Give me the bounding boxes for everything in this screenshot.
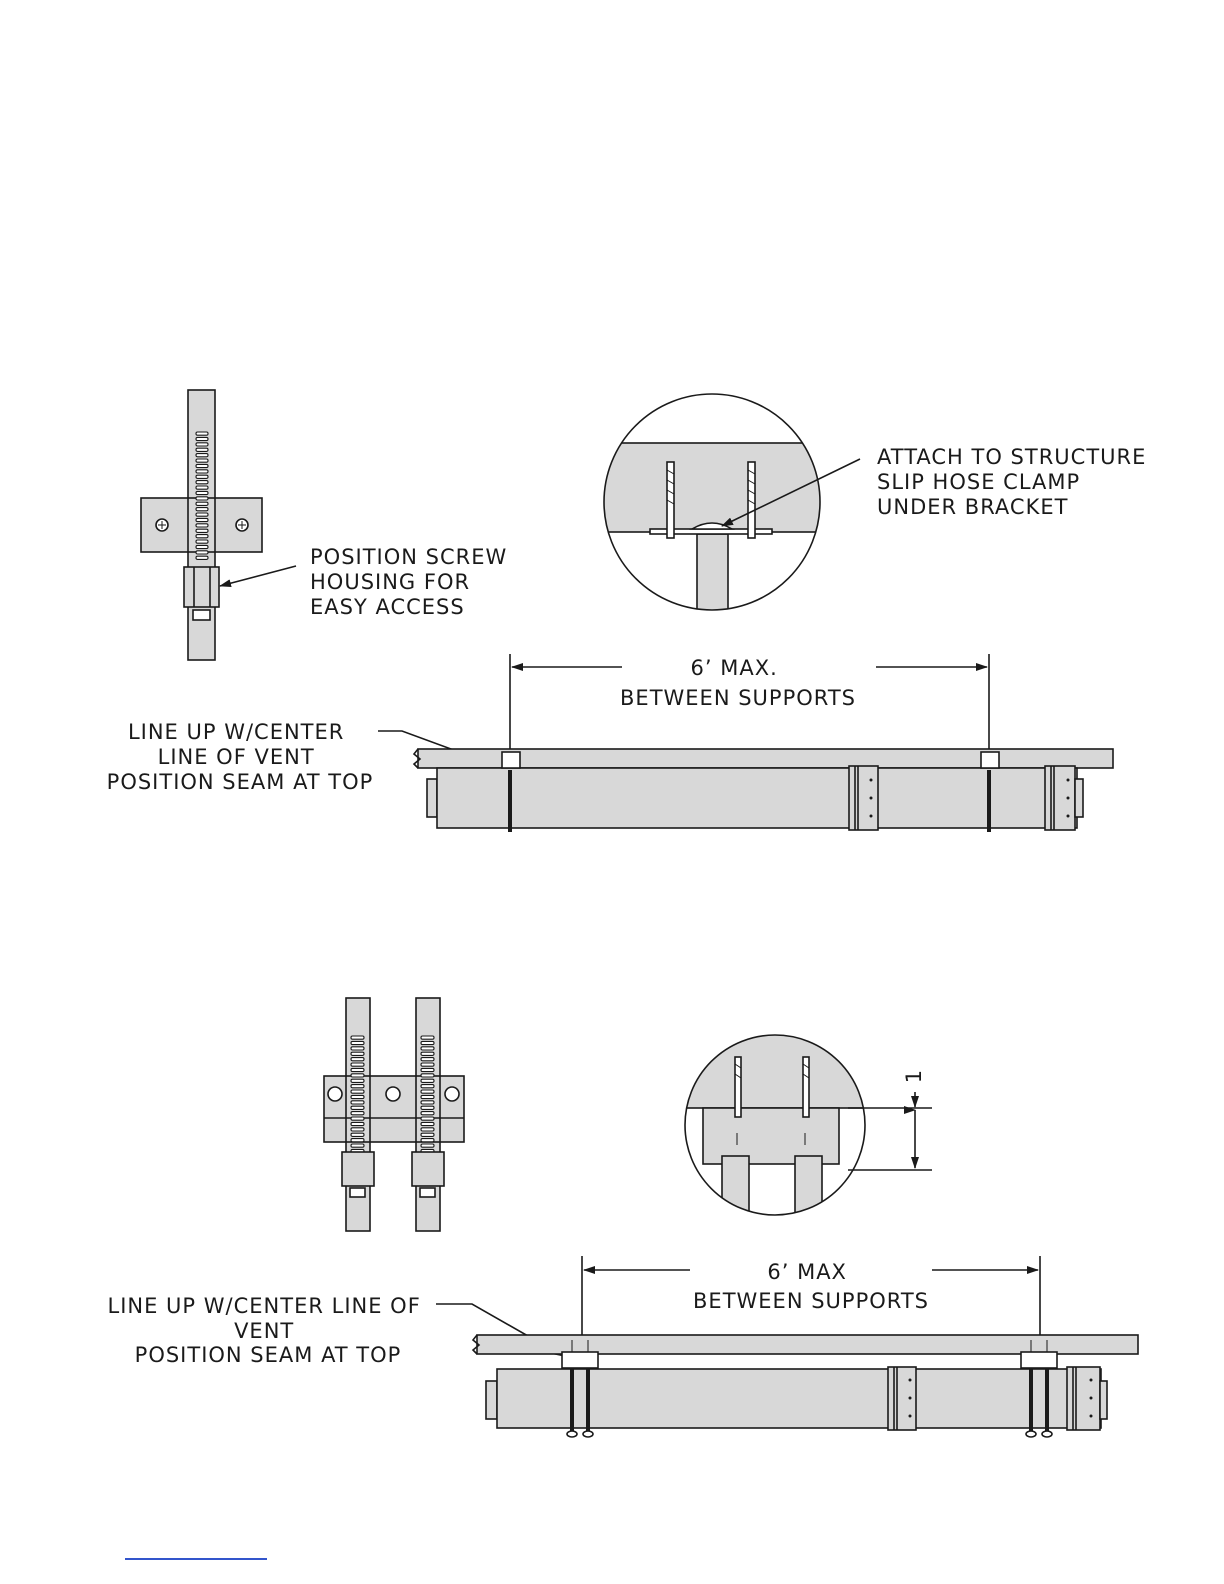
strap-slot: [351, 1063, 364, 1066]
strap-slot: [421, 1106, 434, 1109]
strap-slot: [421, 1144, 434, 1147]
strap-slot: [421, 1052, 434, 1055]
strap-slot: [196, 448, 208, 451]
strap-slot: [351, 1117, 364, 1120]
callout-attach-structure: ATTACH TO STRUCTURE SLIP HOSE CLAMP UNDER BRACKET: [877, 445, 1147, 519]
screw-icon: [236, 519, 248, 531]
strap-slot: [351, 1101, 364, 1104]
strap-slot: [351, 1139, 364, 1142]
callout-line-up: LINE UP W/CENTER LINE OF VENT POSITION SEAM AT TOP: [106, 720, 374, 794]
strap-slot: [351, 1079, 364, 1082]
hose-clamp-front-view: [141, 390, 262, 660]
strap-slot: [196, 481, 208, 484]
strap-slot: [196, 518, 208, 521]
strap-slot: [196, 437, 208, 440]
structure-beam: [473, 1335, 1138, 1354]
footer-link-rule: [125, 1558, 267, 1560]
double-bracket-detail-circle: [680, 1032, 870, 1226]
strap-slot: [421, 1112, 434, 1115]
strap-slot: [421, 1063, 434, 1066]
strap-slot: [351, 1095, 364, 1098]
vent-pipe: [427, 766, 1083, 830]
strap-slot: [421, 1128, 434, 1131]
strap-slot: [351, 1052, 364, 1055]
strap-slot: [421, 1036, 434, 1039]
strap-slot: [421, 1041, 434, 1044]
vent-pipe: [486, 1367, 1107, 1430]
strap-slot: [196, 540, 208, 543]
strap-slot: [196, 454, 208, 457]
strap-slot: [421, 1085, 434, 1088]
strap-slot: [351, 1068, 364, 1071]
strap-slot: [196, 508, 208, 511]
strap-slot: [196, 470, 208, 473]
strap-slot: [351, 1085, 364, 1088]
dimension-label: 6’ MAX. BETWEEN SUPPORTS: [620, 656, 856, 710]
strap-slot: [196, 432, 208, 435]
strap-slot: [351, 1058, 364, 1061]
strap-slot: [351, 1133, 364, 1136]
strap-slot: [196, 513, 208, 516]
strap-slot: [351, 1041, 364, 1044]
support-spacing-dimension: [582, 1256, 1040, 1345]
strap-slot: [421, 1095, 434, 1098]
strap-slot: [351, 1144, 364, 1147]
strap-slot: [351, 1090, 364, 1093]
strap-slot: [421, 1079, 434, 1082]
callout-line-up: LINE UP W/CENTER LINE OF VENT POSITION SEAM AT TOP: [107, 1294, 421, 1367]
strap-slot: [196, 486, 208, 489]
strap-slot: [196, 475, 208, 478]
strap-slot: [196, 535, 208, 538]
strap-slot: [351, 1036, 364, 1039]
hole-icon: [386, 1087, 400, 1101]
strap-slot: [421, 1117, 434, 1120]
detail-dimension-label: 1: [902, 1068, 926, 1084]
strap-slot: [196, 464, 208, 467]
strap-slot: [196, 529, 208, 532]
screw-icon: [156, 519, 168, 531]
strap-slot: [351, 1074, 364, 1077]
strap-slot: [421, 1068, 434, 1071]
bracket-detail-circle: [600, 394, 830, 624]
strap-slot: [351, 1106, 364, 1109]
strap-slot: [196, 551, 208, 554]
strap-slot: [196, 502, 208, 505]
strap-slot: [421, 1074, 434, 1077]
strap-slot: [421, 1090, 434, 1093]
strap-slot: [421, 1122, 434, 1125]
dimension-label: 6’ MAX BETWEEN SUPPORTS: [693, 1260, 929, 1313]
strap-slot: [196, 524, 208, 527]
strap-slot: [196, 491, 208, 494]
strap-slot: [421, 1047, 434, 1050]
strap-slot: [421, 1101, 434, 1104]
strap-slot: [351, 1112, 364, 1115]
strap-slot: [196, 556, 208, 559]
strap-slot: [351, 1122, 364, 1125]
strap-slot: [421, 1058, 434, 1061]
bottom-figure: [108, 998, 1138, 1437]
strap-slot: [421, 1139, 434, 1142]
hole-icon: [445, 1087, 459, 1101]
top-figure: [107, 390, 1154, 832]
hole-icon: [328, 1087, 342, 1101]
strap-slot: [196, 459, 208, 462]
strap-slot: [196, 545, 208, 548]
strap-slot: [351, 1047, 364, 1050]
strap-slot: [196, 497, 208, 500]
strap-slot: [196, 443, 208, 446]
double-clamp-front-view: [324, 998, 464, 1231]
callout-position-screw: POSITION SCREW HOUSING FOR EASY ACCESS: [310, 545, 508, 619]
strap-slot: [351, 1128, 364, 1131]
strap-slot: [421, 1133, 434, 1136]
